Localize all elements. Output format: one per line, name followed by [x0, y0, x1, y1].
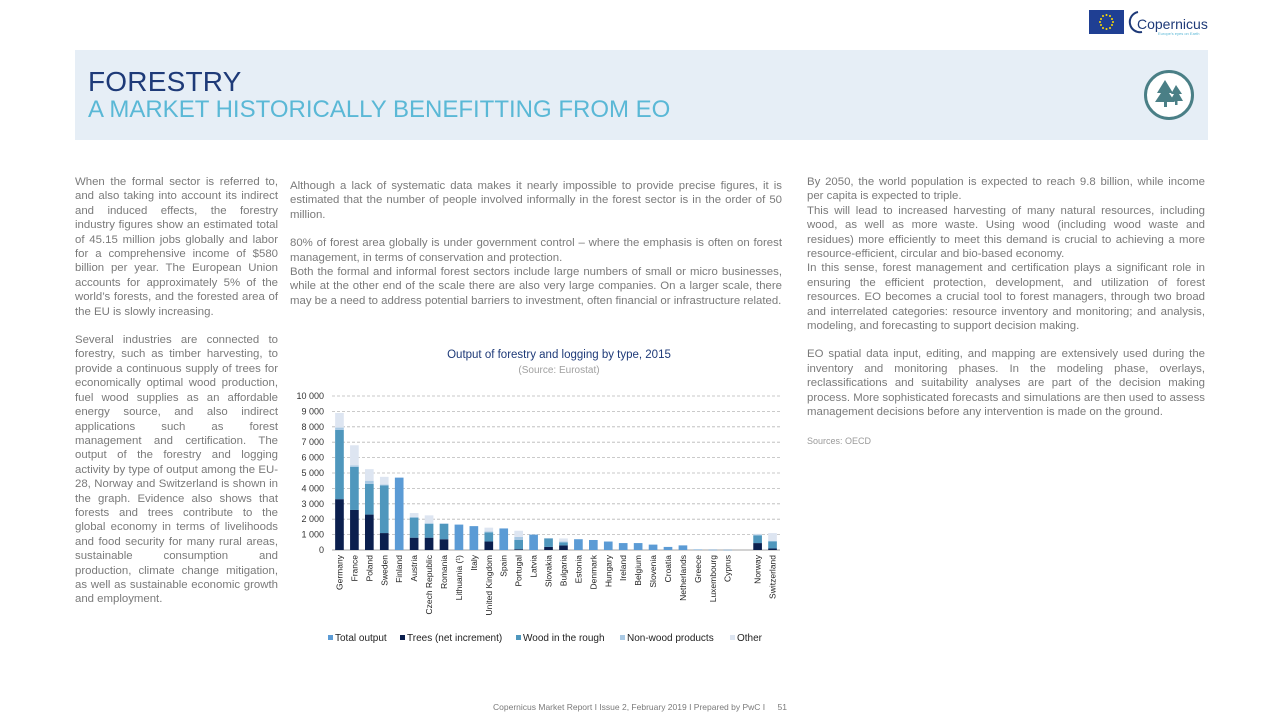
- x-tick-label: Portugal: [513, 555, 524, 587]
- paragraph: This will lead to increased harvesting of many natural resources, including wood, as well as more waste. Using wood (including wood waste and residues) more efficiently to meet this demand is crucial to achieving a more resource-efficient, circular and bio-based economy.: [807, 204, 1205, 261]
- paragraph: When the formal sector is referred to, and also taking into account its indirect and induced effects, the forestry industry figures show an estimated total of 45.15 million jobs globally and labor for a comprehensive income of $580 billion per year. The European Union accounts for approximately 5% of the world’s forests, and the forested area of the EU is slowly increasing.: [75, 176, 278, 318]
- legend-swatch: [730, 635, 735, 640]
- bar-segment: [440, 539, 449, 550]
- paragraph: In this sense, forest management and certification plays a significant role in ensuring the efficient protection, development, and utilization of forest resources. EO becomes a crucial tool to forest managers, through two broad and interrelated categories: resource inventory and monitoring; and analysis, modeling, and forecasting to support decision making.: [807, 262, 1205, 333]
- legend-label: Trees (net increment): [407, 633, 503, 644]
- legend-label: Total output: [335, 633, 387, 644]
- bar-segment: [679, 545, 688, 550]
- bar-segment: [723, 550, 732, 551]
- x-tick-label: Lithuania (¹): [453, 555, 464, 601]
- bar-segment: [514, 549, 523, 550]
- bar-segment: [380, 533, 389, 550]
- bar-segment: [350, 510, 359, 550]
- x-tick-label: Switzerland: [767, 555, 778, 599]
- bar-segment: [410, 518, 419, 538]
- copernicus-wordmark: Copernicus: [1137, 16, 1208, 32]
- x-tick-label: Ireland: [618, 555, 629, 581]
- x-tick-label: Netherlands: [677, 555, 688, 601]
- page-number: 51: [777, 702, 787, 712]
- bar-segment: [410, 517, 419, 518]
- bar-segment: [514, 537, 523, 540]
- bar-segment: [559, 538, 568, 541]
- x-tick-label: Belgium: [633, 555, 644, 586]
- bar-segment: [559, 545, 568, 550]
- bar-segment: [484, 532, 493, 533]
- legend-swatch: [620, 635, 625, 640]
- bar-segment: [574, 539, 583, 550]
- x-tick-label: Sweden: [379, 555, 390, 586]
- chart-source: (Source: Eurostat): [518, 365, 600, 376]
- y-tick-label: 4 000: [301, 483, 324, 494]
- x-tick-label: Denmark: [588, 555, 599, 590]
- legend-swatch: [400, 635, 405, 640]
- paragraph: Both the formal and informal forest sectors include large numbers of small or micro businesses, while at the other end of the scale there are also very large companies. On a larger scale, there may be a need to address potential barriers to investment, often financial or infrastructure related.: [290, 266, 782, 307]
- x-tick-label: Estonia: [573, 555, 584, 584]
- bar-segment: [753, 535, 762, 543]
- bar-segment: [753, 535, 762, 536]
- page-subtitle: A MARKET HISTORICALLY BENEFITTING FROM EO: [88, 96, 671, 123]
- text-column-right: [807, 175, 1205, 448]
- bar-segment: [664, 547, 673, 550]
- x-tick-label: Cyprus: [722, 555, 733, 582]
- paragraph: 80% of forest area globally is under government control – where the emphasis is often on forest management, in terms of conservation and protection.: [290, 237, 782, 264]
- bar-segment: [694, 550, 703, 551]
- x-tick-label: Latvia: [528, 555, 539, 578]
- bar-segment: [514, 531, 523, 537]
- bar-segment: [365, 481, 374, 484]
- footer-text: Copernicus Market Report I Issue 2, February 2019 I Prepared by PwC I: [493, 702, 766, 712]
- x-tick-label: Spain: [498, 555, 509, 577]
- bar-segment: [440, 524, 449, 539]
- bar-segment: [425, 523, 434, 524]
- legend-label: Wood in the rough: [523, 633, 605, 644]
- bar-segment: [380, 477, 389, 485]
- legend-swatch: [328, 635, 333, 640]
- bar-segment: [589, 540, 598, 550]
- bar-segment: [335, 428, 344, 430]
- legend-label: Other: [737, 633, 763, 644]
- bar-segment: [649, 545, 658, 550]
- y-tick-label: 0: [318, 545, 324, 555]
- x-tick-label: Hungary: [603, 555, 614, 588]
- text-column-middle: [290, 179, 782, 308]
- bar-segment: [380, 485, 389, 533]
- bar-segment: [484, 528, 493, 532]
- x-tick-label: Luxembourg: [707, 555, 718, 603]
- text-column-left: [75, 175, 278, 607]
- y-tick-label: 3 000: [301, 498, 324, 509]
- bar-segment: [410, 513, 419, 517]
- bar-segment: [499, 528, 508, 550]
- x-tick-label: Greece: [692, 555, 703, 583]
- sources-note: Sources: OECD: [807, 435, 872, 446]
- bar-segment: [410, 538, 419, 550]
- bar-segment: [708, 550, 717, 551]
- x-tick-label: Italy: [468, 555, 479, 571]
- bar-segment: [559, 542, 568, 543]
- paragraph: EO spatial data input, editing, and mapping are extensively used during the inventory and monitoring phases. In the modeling phase, overlays, reclassifications and suitability analyses are part of the decision making process. More sophisticated forecasts and simulations are then used to assess management decisions before any intervention is made on the ground.: [807, 348, 1205, 419]
- x-tick-label: Germany: [334, 555, 345, 590]
- bar-segment: [768, 541, 777, 542]
- bar-segment: [484, 542, 493, 550]
- bar-segment: [768, 542, 777, 549]
- x-tick-label: Poland: [364, 555, 375, 582]
- bar-segment: [634, 543, 643, 550]
- x-tick-label: Czech Republic: [424, 555, 435, 615]
- forest-icon: [1143, 69, 1195, 121]
- copernicus-tagline: Europe's eyes on Earth: [1158, 31, 1200, 36]
- bar-segment: [335, 430, 344, 499]
- bar-segment: [604, 542, 613, 550]
- x-tick-label: Finland: [394, 555, 405, 583]
- bar-segment: [365, 515, 374, 550]
- bar-segment: [529, 535, 538, 550]
- bar-segment: [544, 538, 553, 539]
- paragraph: By 2050, the world population is expected to reach 9.8 billion, while income per capita is expected to triple.: [807, 176, 1205, 203]
- chart-title: Output of forestry and logging by type, 2015: [447, 349, 671, 361]
- bar-segment: [619, 543, 628, 550]
- bar-segment: [768, 548, 777, 550]
- bar-segment: [514, 540, 523, 549]
- y-tick-label: 5 000: [301, 468, 324, 478]
- paragraph: Although a lack of systematic data makes it nearly impossible to provide precise figures, it is estimated that the number of people involved informally in the forest sector is in the order of 50 million.: [290, 180, 782, 221]
- bar-segment: [425, 524, 434, 538]
- bar-segment: [425, 515, 434, 523]
- x-tick-label: Slovakia: [543, 555, 554, 588]
- bar-segment: [559, 542, 568, 545]
- bar-segment: [544, 538, 553, 546]
- paragraph: Several industries are connected to forestry, such as timber harvesting, to provide a continuous supply of trees for economically optimal wood production, fuel wood supplies as an affordable energy source, and also indirect applications such as forest management and certification. The output of the forestry and logging activity by type of output among the EU-28, Norway and Switzerland is shown in the graph. Evidence also shows that forests and trees contribute to the global economy in terms of livelihoods and food security for many rural areas, sustainable consumption and production, climate change mitigation, as well as sustainable economic growth and employment.: [75, 334, 278, 606]
- bar-segment: [484, 532, 493, 541]
- y-tick-label: 9 000: [301, 406, 324, 417]
- copernicus-logo: [1128, 8, 1208, 38]
- bar-segment: [753, 534, 762, 535]
- x-tick-label: Austria: [409, 555, 420, 582]
- bar-segment: [395, 478, 404, 550]
- legend-swatch: [516, 635, 521, 640]
- bar-segment: [365, 484, 374, 515]
- bar-segment: [753, 543, 762, 550]
- bar-segment: [425, 538, 434, 550]
- bar-segment: [335, 413, 344, 428]
- x-tick-label: Croatia: [663, 555, 673, 583]
- forestry-output-chart: [290, 386, 790, 648]
- y-tick-label: 8 000: [301, 421, 324, 432]
- bar-segment: [350, 445, 359, 465]
- bar-segment: [335, 499, 344, 550]
- section-header: [75, 50, 1208, 140]
- bar-segment: [455, 525, 464, 550]
- bar-segment: [365, 469, 374, 481]
- bar-segment: [350, 467, 359, 510]
- y-tick-label: 10 000: [296, 391, 324, 401]
- page-footer: [440, 702, 840, 712]
- bar-segment: [470, 526, 479, 550]
- page-title: FORESTRY: [88, 66, 242, 97]
- y-tick-label: 6 000: [301, 452, 324, 463]
- x-tick-label: United Kingdom: [483, 555, 494, 616]
- y-tick-label: 7 000: [301, 437, 324, 448]
- bar-segment: [380, 485, 389, 486]
- bar-segment: [440, 523, 449, 524]
- bar-segment: [768, 533, 777, 541]
- x-tick-label: Romania: [439, 555, 449, 590]
- x-tick-label: Slovenia: [648, 555, 659, 588]
- bar-segment: [350, 465, 359, 467]
- y-tick-label: 2 000: [301, 514, 324, 525]
- x-tick-label: Bulgaria: [558, 555, 569, 587]
- x-tick-label: France: [349, 555, 360, 582]
- eu-flag-logo: [1089, 10, 1124, 34]
- y-tick-label: 1 000: [301, 529, 324, 540]
- bar-segment: [544, 547, 553, 550]
- legend-label: Non-wood products: [627, 633, 714, 644]
- x-tick-label: Norway: [752, 555, 763, 584]
